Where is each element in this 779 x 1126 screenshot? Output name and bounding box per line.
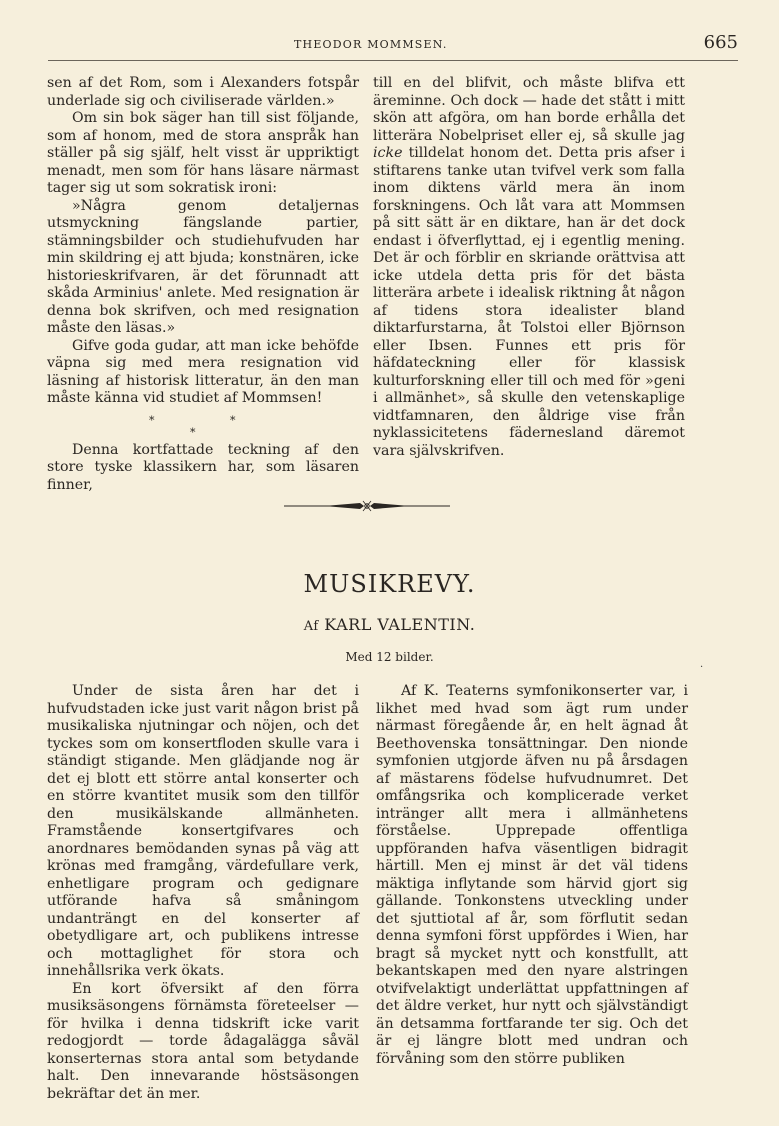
paragraph: Under de sista åren har det i hufvudstaden icke just varit någon brist på musikaliska njutningar och nöjen, och det tyckes som om konsertfloden skulle vara i ständigt stigande. Men glädjande nog är det ej blott ett större antal konserter och en större kvantitet musik som den tillför den musikälskande allmänheten. Framstående konsertgifvares och anordnares bemödanden synas på väg att krönas med framgång, värdefullare verk, enhetligare program och gedignare utförande hafva så småningom undanträngt en del konserter af obetydligare art, och publikens intresse och mottaglighet för stora och innehållsrika verk ökats. — [47, 683, 359, 979]
column-right-top — [373, 75, 685, 460]
column-left-top — [47, 75, 359, 494]
quote-paragraph: »Några genom detaljernas utsmyckning fängslande partier, stämningsbilder och studiehufvuden har min skildring ej att bjuda; konstnären, icke historieskrifvaren, är det förunnadt att skåda Arminius' anlete. Med resignation är denna bok skrifven, och med resignation måste den läsas.» — [47, 197, 359, 336]
decorative-rule-ornament — [284, 497, 450, 515]
paragraph: En kort öfversikt af den förra musiksäsongens förnämsta företeelser — för hvilka i denna tidskrift icke varit redogjordt — torde ådagalägga såväl konserternas stora antal som betydande halt. Den innevarande höstsäsongen bekräftar det än mer. — [47, 980, 359, 1102]
article-byline — [0, 615, 779, 634]
asterisk: * — [230, 413, 236, 427]
section-break-asterisks — [47, 408, 359, 442]
column-left-bottom — [47, 683, 359, 1103]
running-header — [48, 32, 738, 61]
text-run: till en del blifvit, och måste blifva ett äreminne. Och dock — hade det stått i mitt skön att afgöra, om han borde erhålla det litterära Nobelpriset eller ej, så skulle jag — [373, 75, 685, 144]
paragraph: Gifve goda gudar, att man icke behöfde väpna sig med mera resignation vid läsning af historisk litteratur, än den man måste känna vid studiet af Mommsen! — [47, 337, 359, 406]
paragraph — [373, 75, 685, 460]
byline-prefix: Af — [303, 619, 319, 634]
author-name: KARL VALENTIN. — [324, 615, 476, 634]
stray-mark: · — [700, 662, 704, 673]
page-number: 665 — [703, 32, 738, 53]
article-subtitle: Med 12 bilder. — [345, 650, 434, 664]
italic-word: icke — [373, 145, 403, 161]
paragraph: Af K. Teaterns symfonikonserter var, i likhet med hvad som ägt rum under närmast föregående år, en helt ägnad åt Beethovenska tonsättningar. Den nionde symfonien utgjorde äfven nu på årsdagen af mästarens födelse hufvudnumret. Det omfångsrika och komplicerade verket intränger allt mera i allmänhetens förståelse. Upprepade offentliga uppföranden hafva väsentligen bidragit härtill. Men ej minst är det väl tidens mäktiga inflytande som härvid gjort sig gällande. Tonkonstens utveckling under det sjuttiotal af år, som förflutit sedan denna symfoni först uppfördes i Wien, har bragt så mycket nytt och konstfullt, att bekantskapen med den nyare alstringen otvifvelaktigt underlättat uppfattningen af det äldre verket, hur nytt och självständigt än detsamma fortfarande ter sig. Och det är ej längre blott med undran och förvåning som den större publiken — [376, 683, 688, 1067]
running-title: THEODOR MOMMSEN. — [294, 38, 448, 51]
asterisk: * — [149, 413, 155, 427]
text-run: tilldelat honom det. Detta pris afser i stiftarens tanke utan tvifvel verk som falla inom diktens värld mera än inom forskningens. Och låt vara att Mommsen på sitt sätt är en diktare, han är det dock endast i öfverflyttad, ej i egentlig mening. Det är och förblir en skriande orättvisa att icke utdela detta pris för det bästa litterära arbete i idealisk riktning åt någon af tidens stora idealister bland diktarfurstarna, åt Tolstoi eller Björnson eller Ibsen. Funnes ett pris för häfdateckning eller för klassisk kulturforskning eller till och med för »geni i allmänhet», så skulle den vetenskaplige vidtfamnaren, den åldrige vise från nyklassicitetens fädernesland däremot vara självskrifven. — [373, 145, 685, 459]
paragraph: sen af det Rom, som i Alexanders fotspår underlade sig och civiliserade världen.» — [47, 75, 359, 109]
paragraph: Om sin bok säger han till sist följande, som af honom, med de stora anspråk han ställer på sig själf, helt visst är uppriktigt menadt, men som för hans läsare närmast tager sig ut som sokratisk ironi: — [47, 110, 359, 196]
column-right-bottom — [376, 683, 688, 1068]
paragraph: Denna kortfattade teckning af den store tyske klassikern har, som läsaren finner, — [47, 441, 359, 493]
asterisk: * — [190, 425, 196, 439]
article-title: MUSIKREVY. — [303, 570, 476, 598]
